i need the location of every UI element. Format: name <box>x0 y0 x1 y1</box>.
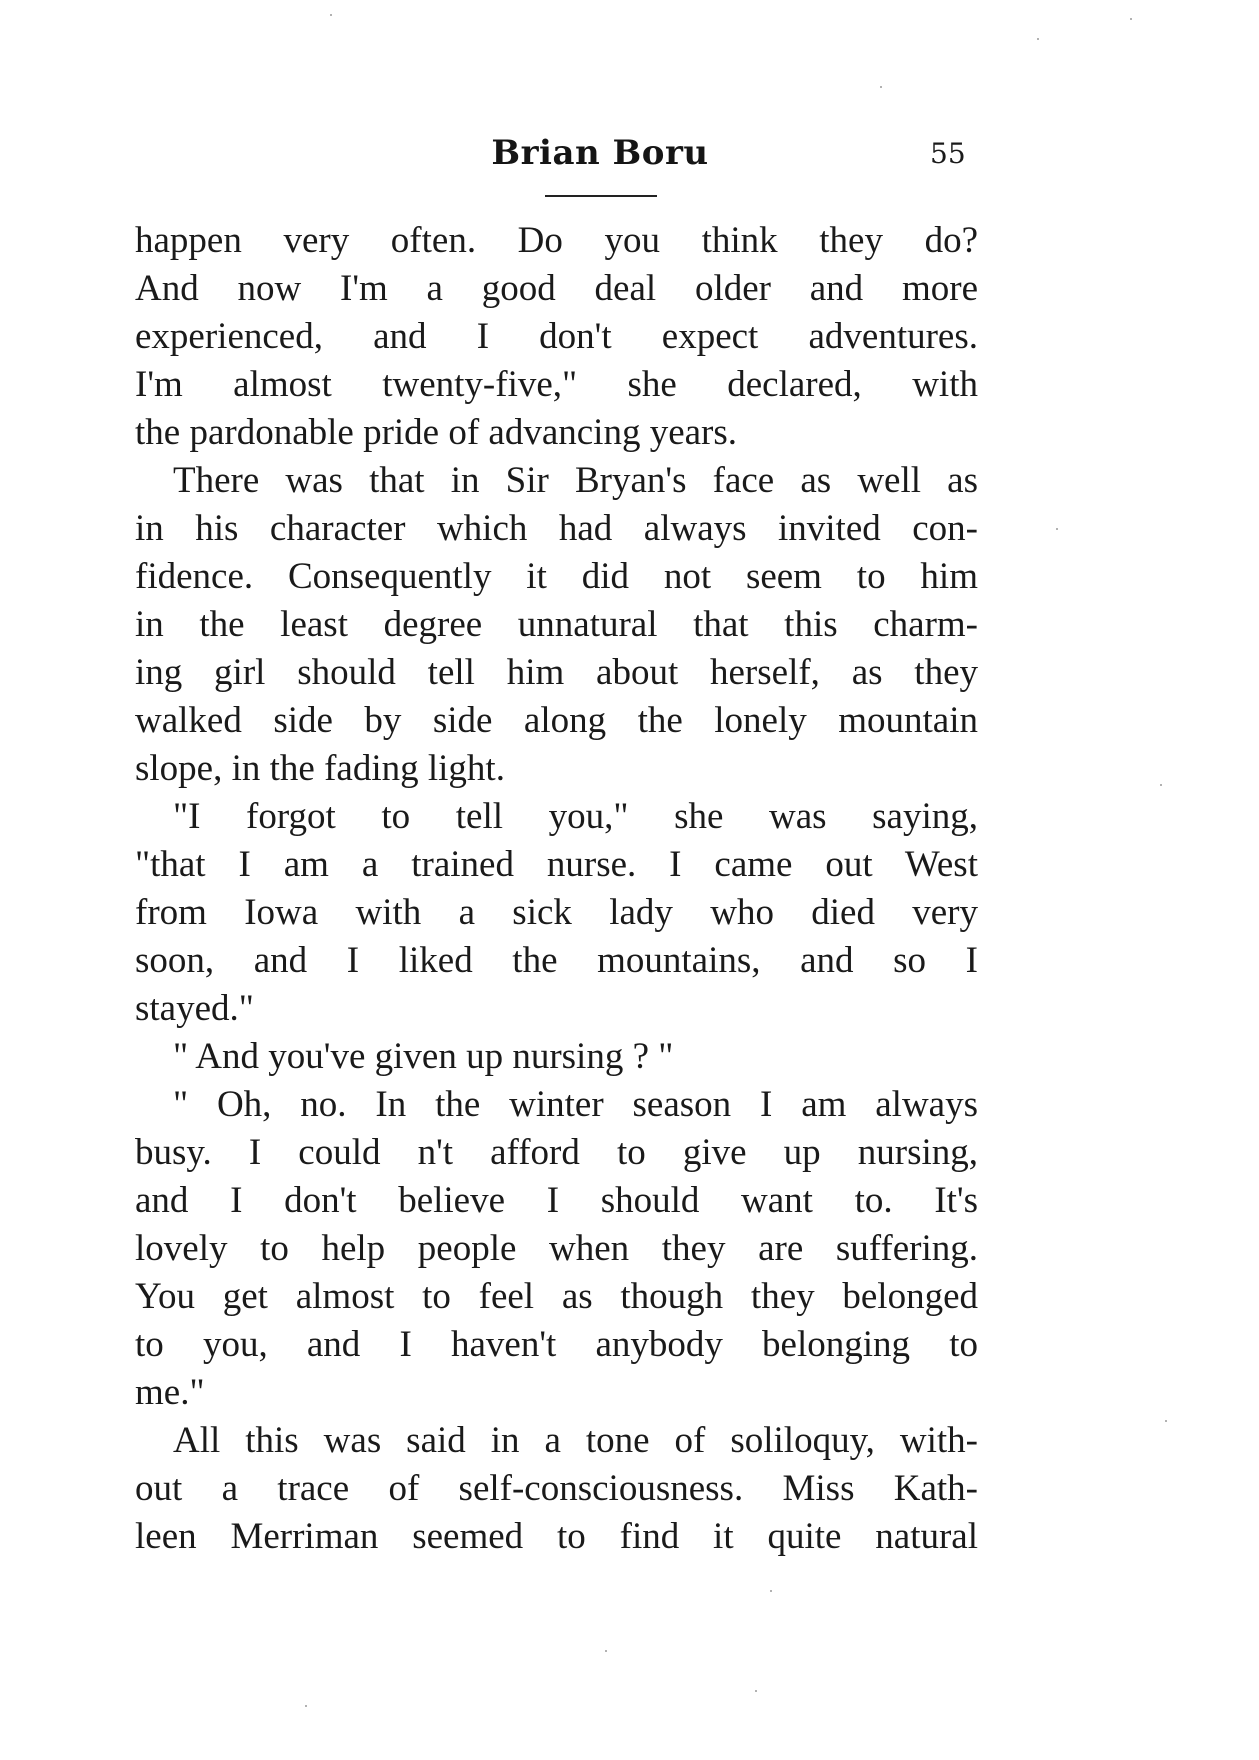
text-line: experienced, and I don't expect adventures. <box>135 316 978 357</box>
text-line: busy. I could n't afford to give up nursing, <box>135 1132 978 1173</box>
text-line: "that I am a trained nurse. I came out West <box>135 844 978 885</box>
text-line: in his character which had always invited con- <box>135 508 978 549</box>
body-text <box>135 217 978 1561</box>
scan-speck <box>755 1690 757 1692</box>
page-number: 55 <box>930 137 966 170</box>
text-line: slope, in the fading light. <box>135 748 505 789</box>
text-line: happen very often. Do you think they do? <box>135 220 978 261</box>
scan-speck <box>330 14 332 16</box>
text-line: stayed." <box>135 988 254 1029</box>
text-line: And now I'm a good deal older and more <box>135 268 978 309</box>
text-line: soon, and I liked the mountains, and so I <box>135 940 978 981</box>
text-line: " And you've given up nursing ? " <box>173 1036 674 1077</box>
text-line: There was that in Sir Bryan's face as well as <box>173 460 978 501</box>
header-rule <box>545 195 657 197</box>
scan-speck <box>880 86 882 88</box>
scan-speck <box>1130 18 1132 20</box>
text-line: from Iowa with a sick lady who died very <box>135 892 978 933</box>
text-line: You get almost to feel as though they belonged <box>135 1276 978 1317</box>
scan-speck <box>1160 784 1162 786</box>
text-line: lovely to help people when they are suffering. <box>135 1228 978 1269</box>
text-line: me." <box>135 1372 205 1413</box>
scan-speck <box>1037 38 1039 40</box>
text-line: to you, and I haven't anybody belonging to <box>135 1324 978 1365</box>
text-line: "I forgot to tell you," she was saying, <box>173 796 978 837</box>
text-line: in the least degree unnatural that this charm- <box>135 604 978 645</box>
page-header <box>0 133 1259 183</box>
text-line: I'm almost twenty-five," she declared, with <box>135 364 978 405</box>
text-line: All this was said in a tone of soliloquy, with- <box>173 1420 978 1461</box>
text-line: leen Merriman seemed to find it quite natural <box>135 1516 978 1557</box>
scan-speck <box>605 1650 607 1652</box>
text-line: out a trace of self-consciousness. Miss Kath- <box>135 1468 978 1509</box>
text-line: and I don't believe I should want to. It's <box>135 1180 978 1221</box>
scan-speck <box>1056 528 1058 530</box>
scan-speck <box>305 1705 307 1707</box>
text-line: " Oh, no. In the winter season I am always <box>173 1084 978 1125</box>
text-line: walked side by side along the lonely mountain <box>135 700 978 741</box>
scan-speck <box>770 1590 772 1592</box>
text-line: the pardonable pride of advancing years. <box>135 412 738 453</box>
running-title: Brian Boru <box>491 133 709 173</box>
text-line: ing girl should tell him about herself, as they <box>135 652 978 693</box>
text-line: fidence. Consequently it did not seem to him <box>135 556 978 597</box>
scan-speck <box>1165 1420 1167 1422</box>
